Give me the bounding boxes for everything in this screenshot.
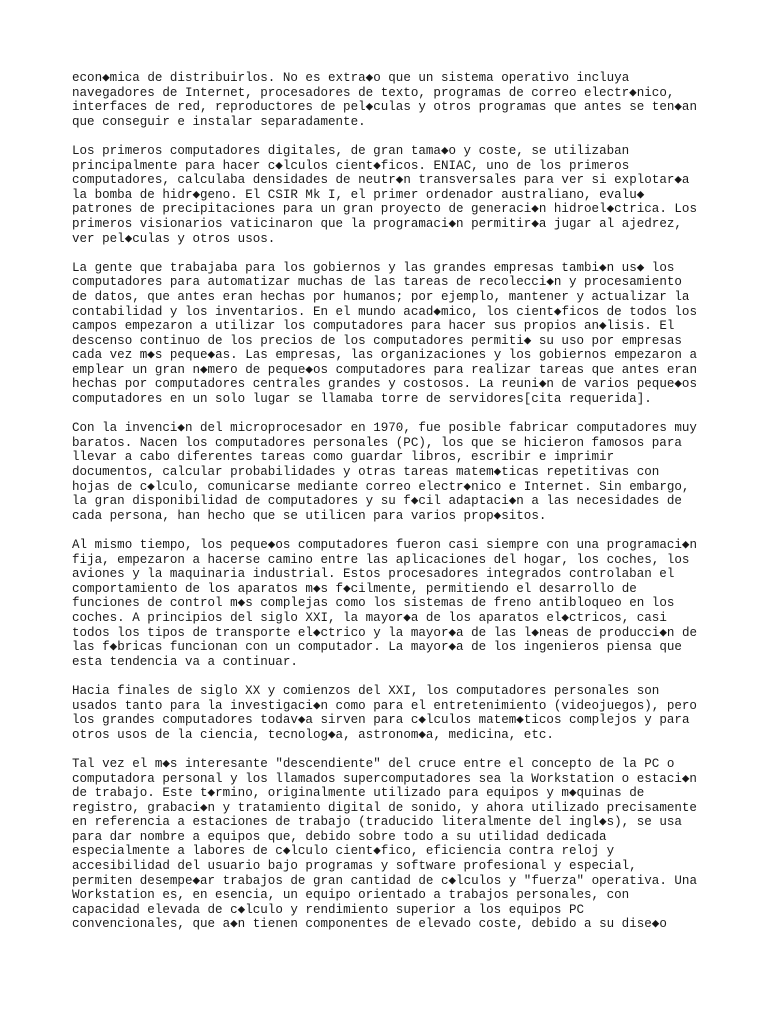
text-line: navegadores de Internet, procesadores de texto, programas de correo electr◆nico,	[72, 85, 675, 100]
text-line: funciones de control m◆s complejas como los sistemas de freno antibloqueo en los	[72, 596, 675, 611]
text-line: permiten desempe◆ar trabajos de gran cantidad de c◆lculos y "fuerza" operativa. Una	[72, 873, 697, 888]
text-line: ver pel◆culas y otros usos.	[72, 231, 276, 246]
paragraph	[72, 684, 752, 742]
text-line: otros usos de la ciencia, tecnolog◆a, astronom◆a, medicina, etc.	[72, 727, 554, 742]
paragraph	[72, 144, 752, 246]
paragraph	[72, 538, 752, 669]
text-line: usados tanto para la investigaci◆n como para el entretenimiento (videojuegos), pero	[72, 698, 697, 713]
text-line: de trabajo. Este t◆rmino, originalmente utilizado para equipos y m◆quinas de	[72, 786, 645, 801]
paragraph	[72, 757, 752, 932]
text-line: cada vez m◆s peque◆as. Las empresas, las organizaciones y los gobiernos empezaron a	[72, 348, 697, 363]
text-line: emplear un gran n◆mero de peque◆os computadores para realizar tareas que antes eran	[72, 362, 697, 377]
text-line: Tal vez el m◆s interesante "descendiente" del cruce entre el concepto de la PC o	[72, 756, 675, 771]
text-line: descenso continuo de los precios de los computadores permiti◆ su uso por empresas	[72, 333, 682, 348]
text-line: Hacia finales de siglo XX y comienzos del XXI, los computadores personales son	[72, 683, 660, 698]
text-line: primeros visionarios vaticinaron que la programaci◆n permitir◆a jugar al ajedrez,	[72, 216, 682, 231]
paragraph	[72, 71, 752, 129]
text-line: computadores para automatizar muchas de las tareas de recolecci◆n y procesamiento	[72, 275, 682, 290]
text-line: econ◆mica de distribuirlos. No es extra◆o que un sistema operativo incluya	[72, 71, 630, 85]
text-line: comportamiento de los aparatos m◆s f◆cilmente, permitiendo el desarrollo de	[72, 581, 637, 596]
text-line: computadora personal y los llamados supercomputadores sea la Workstation o estaci◆n	[72, 771, 697, 786]
text-line: todos los tipos de transporte el◆ctrico y la mayor◆a de las l◆neas de producci◆n de	[72, 625, 698, 640]
text-line: que conseguir e instalar separadamente.	[72, 114, 366, 129]
text-line: accesibilidad del usuario bajo programas y software profesional y especial,	[72, 859, 637, 874]
text-line: aviones y la maquinaria industrial. Estos procesadores integrados controlaban el	[72, 567, 675, 582]
document-body	[72, 71, 752, 947]
text-line: computadores en un solo lugar se llamaba torre de servidores[cita requerida].	[72, 392, 652, 407]
text-line: Con la invenci◆n del microprocesador en 1970, fue posible fabricar computadores muy	[72, 421, 697, 436]
text-line: cada persona, han hecho que se utilicen para varios prop◆sitos.	[72, 508, 547, 523]
text-line: especialmente a labores de c◆lculo cient◆fico, eficiencia contra reloj y	[72, 844, 615, 859]
text-line: para dar nombre a equipos que, debido sobre todo a su utilidad dedicada	[72, 829, 607, 844]
text-line: Los primeros computadores digitales, de gran tama◆o y coste, se utilizaban	[72, 143, 630, 158]
text-line: la gran disponibilidad de computadores y su f◆cil adaptaci◆n a las necesidades de	[72, 494, 682, 509]
text-line: de datos, que antes eran hechas por humanos; por ejemplo, mantener y actualizar la	[72, 289, 690, 304]
text-line: capacidad elevada de c◆lculo y rendimiento superior a los equipos PC	[72, 902, 585, 917]
text-line: las f◆bricas funcionan con un computador. La mayor◆a de los ingenieros piensa que	[72, 640, 682, 655]
text-line: hechas por computadores centrales grandes y costosos. La reuni◆n de varios peque◆os	[72, 377, 697, 392]
text-line: baratos. Nacen los computadores personales (PC), los que se hicieron famosos para	[72, 435, 682, 450]
text-line: computadores, calculaba densidades de neutr◆n transversales para ver si explotar◆a	[72, 173, 690, 188]
text-line: contabilidad y los inventarios. En el mundo acad◆mico, los cient◆ficos de todos los	[72, 304, 697, 319]
text-line: patrones de precipitaciones para un gran proyecto de generaci◆n hidroel◆ctrica. Los	[72, 202, 697, 217]
paragraph	[72, 421, 752, 523]
text-line: en referencia a estaciones de trabajo (traducido literalmente del ingl◆s), se usa	[72, 815, 682, 830]
text-line: interfaces de red, reproductores de pel◆culas y otros programas que antes se ten◆an	[72, 100, 697, 115]
text-line: llevar a cabo diferentes tareas como guardar libros, escribir e imprimir	[72, 450, 615, 465]
text-line: La gente que trabajaba para los gobiernos y las grandes empresas tambi◆n us◆ los	[72, 260, 675, 275]
text-line: fija, empezaron a hacerse camino entre las aplicaciones del hogar, los coches, los	[72, 552, 690, 567]
text-line: la bomba de hidr◆geno. El CSIR Mk I, el primer ordenador australiano, evalu◆	[72, 187, 645, 202]
text-line: registro, grabaci◆n y tratamiento digital de sonido, y ahora utilizado precisamente	[72, 800, 697, 815]
text-line: esta tendencia va a continuar.	[72, 654, 298, 669]
text-line: Al mismo tiempo, los peque◆os computadores fueron casi siempre con una programaci◆n	[72, 538, 697, 552]
text-line: Workstation es, en esencia, un equipo orientado a trabajos personales, con	[72, 888, 630, 903]
text-line: convencionales, que a◆n tienen componentes de elevado coste, debido a su dise◆o	[72, 917, 667, 932]
text-line: hojas de c◆lculo, comunicarse mediante correo electr◆nico e Internet. Sin embargo,	[72, 479, 690, 494]
text-line: campos empezaron a utilizar los computadores para hacer sus propios an◆lisis. El	[72, 319, 675, 334]
text-line: los grandes computadores todav◆a sirven para c◆lculos matem◆ticos complejos y para	[72, 713, 690, 728]
text-line: coches. A principios del siglo XXI, la mayor◆a de los aparatos el◆ctricos, casi	[72, 610, 667, 625]
paragraph	[72, 261, 752, 407]
text-line: principalmente para hacer c◆lculos cient◆ficos. ENIAC, uno de los primeros	[72, 158, 630, 173]
text-line: documentos, calcular probabilidades y otras tareas matem◆ticas repetitivas con	[72, 465, 660, 480]
